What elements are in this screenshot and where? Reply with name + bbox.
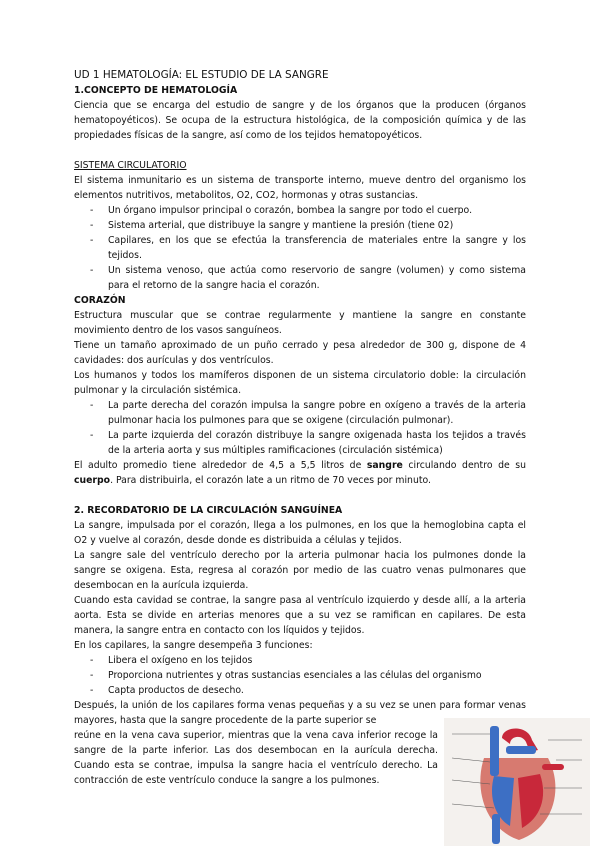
bold-term: cuerpo (74, 475, 111, 486)
heart-heading: CORAZÓN (74, 295, 126, 306)
section-2-heading: 2. RECORDATORIO DE LA CIRCULACIÓN SANGUÍNEA (74, 505, 343, 516)
heart-paragraph-3: Los humanos y todos los mamíferos disponen de un sistema circulatorio doble: la circulación pulmonar y la circulación sistémica. (74, 370, 526, 396)
list-item: - Un sistema venoso, que actúa como reservorio de sangre (volumen) y como sistema para el retorno de la sangre hacia el corazón. (74, 263, 526, 293)
inferior-vena-cava (492, 814, 500, 844)
bold-term: sangre (366, 460, 403, 471)
circulatory-system-heading: SISTEMA CIRCULATORIO (74, 160, 187, 171)
document-title: UD 1 HEMATOLOGÍA: EL ESTUDIO DE LA SANGRE (74, 69, 329, 81)
section-2-paragraph-4: En los capilares, la sangre desempeña 3 funciones: (74, 640, 313, 651)
section-2-paragraph-6: reúne en la vena cava superior, mientras que la vena cava inferior recoge la sangre de la parte inferior. Las dos desembocan en la aurícula derecha. Cuando esta se contrae, impulsa la sangre hacia el ventrículo derecho. La contracción de este ventrículo conduce la sangre a los pulmones. (74, 730, 438, 786)
list-item: - Capta productos de desecho. (74, 683, 526, 698)
list-item: - Capilares, en los que se efectúa la transferencia de materiales entre la sangre y los tejidos. (74, 233, 526, 263)
section-2-paragraph-5: Después, la unión de los capilares forma venas pequeñas y a su vez se unen para formar venas mayores, hasta que la sangre procedente de la parte superior se (74, 700, 526, 726)
section-2-paragraph-3: Cuando esta cavidad se contrae, la sangre pasa al ventrículo izquierdo y desde allí, a la arteria aorta. Esta se divide en arterias menores que a su vez se ramifican en capilares. De esta manera, la sangre entra en contacto con los líquidos y tejidos. (74, 595, 526, 636)
circulatory-system-list (74, 203, 526, 293)
pulmonary-artery (506, 746, 536, 754)
heart-paragraph-2: Tiene un tamaño aproximado de un puño cerrado y pesa alrededor de 300 g, dispone de 4 cavidades: dos aurículas y dos ventrículos. (74, 340, 526, 366)
section-1-heading: 1.CONCEPTO DE HEMATOLOGÍA (74, 85, 238, 96)
list-item: - Sistema arterial, que distribuye la sangre y mantiene la presión (tiene 02) (74, 218, 526, 233)
heart-diagram-illustration (444, 718, 590, 846)
section-2-paragraph-1: La sangre, impulsada por el corazón, llega a los pulmones, en los que la hemoglobina capta el O2 y vuelve al corazón, desde donde es distribuida a células y tejidos. (74, 520, 526, 546)
section-1-paragraph: Ciencia que se encarga del estudio de sangre y de los órganos que la producen (órganos hematopoyéticos). Se ocupa de la estructura histológica, de la composición química y de las propiedades físicas de la sangre, así como de los tejidos hematopoyéticos. (74, 100, 526, 141)
heart-paragraph-4: El adulto promedio tiene alrededor de 4,5 a 5,5 litros de sangre circulando dentro de su cuerpo. Para distribuirla, el corazón late a un ritmo de 70 veces por minuto. (74, 460, 526, 486)
list-item: - La parte izquierda del corazón distribuye la sangre oxigenada hasta los tejidos a través de la arteria aorta y sus múltiples ramificaciones (circulación sistémica) (74, 428, 526, 458)
list-item: - Libera el oxígeno en los tejidos (74, 653, 526, 668)
heart-paragraph-1: Estructura muscular que se contrae regularmente y mantiene la sangre en constante movimiento dentro de los vasos sanguíneos. (74, 310, 526, 336)
section-2-paragraph-2: La sangre sale del ventrículo derecho por la arteria pulmonar hacia los pulmones donde la sangre se oxigena. Esta, regresa al corazón por medio de las cuatro venas pulmonares que desembocan en la aurícula izquierda. (74, 550, 526, 591)
list-item: - Un órgano impulsor principal o corazón, bombea la sangre por todo el cuerpo. (74, 203, 526, 218)
list-item: - La parte derecha del corazón impulsa la sangre pobre en oxígeno a través de la arteria pulmonar hacia los pulmones para que se oxigene (circulación pulmonar). (74, 398, 526, 428)
circulatory-system-paragraph: El sistema inmunitario es un sistema de transporte interno, mueve dentro del organismo los elementos nutritivos, metabolitos, O2, CO2, hormonas y otras sustancias. (74, 175, 526, 201)
document-page (74, 68, 526, 788)
capillary-functions-list (74, 653, 526, 698)
list-item: - Proporciona nutrientes y otras sustancias esenciales a las células del organismo (74, 668, 526, 683)
superior-vena-cava (490, 726, 499, 776)
heart-list (74, 398, 526, 458)
pulmonary-veins (542, 764, 564, 770)
